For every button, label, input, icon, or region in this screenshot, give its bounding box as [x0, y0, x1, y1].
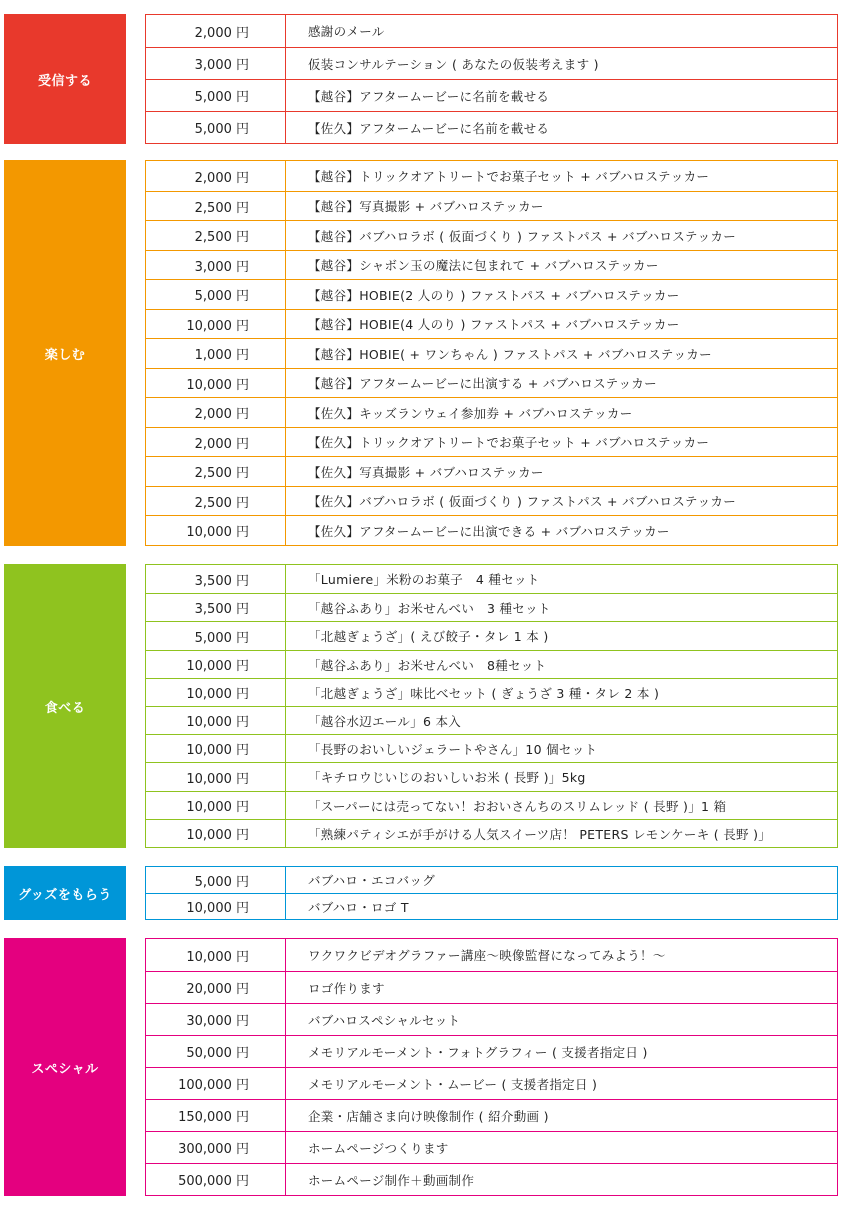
reward-description: 【佐久】トリックオアトリートでお菓子セット + バブハロステッカー: [308, 435, 710, 450]
reward-price: 10,000 円: [146, 310, 286, 338]
reward-price: 2,500 円: [146, 221, 286, 250]
table-row: [146, 650, 837, 678]
reward-price: 3,500 円: [146, 594, 286, 621]
table-row: [146, 515, 837, 545]
reward-price: 10,000 円: [146, 707, 286, 734]
reward-price: 10,000 円: [146, 679, 286, 706]
table-row: [146, 220, 837, 250]
reward-description: メモリアルモーメント・ムービー ( 支援者指定日 ): [308, 1076, 598, 1092]
reward-description: 「キチロウじいじのおいしいお米 ( 長野 )」5kg: [308, 770, 586, 785]
table-row: [146, 939, 837, 971]
reward-price: 300,000 円: [146, 1132, 286, 1163]
reward-price: 100,000 円: [146, 1068, 286, 1099]
reward-price: 10,000 円: [146, 792, 286, 819]
table-row: [146, 1067, 837, 1099]
reward-description: 【越谷】HOBIE( + ワンちゃん ) ファストパス + バブハロステッカー: [308, 346, 712, 362]
table-row: [146, 15, 837, 47]
table-row: [146, 1099, 837, 1131]
reward-description: 【越谷】HOBIE(2 人のり ) ファストパス + バブハロステッカー: [308, 287, 680, 303]
reward-description: 「熟練パティシエが手がける人気スイーツ店！ PETERS レモンケーキ ( 長野 )」: [308, 826, 772, 842]
table-row: [146, 762, 837, 791]
section-label-special: スペシャル: [4, 938, 126, 1196]
reward-price: 1,000 円: [146, 339, 286, 368]
table-row: [146, 734, 837, 762]
reward-price: 50,000 円: [146, 1036, 286, 1067]
table-row: [146, 565, 837, 593]
reward-table-receive: [145, 14, 838, 144]
reward-price: 2,000 円: [146, 161, 286, 191]
reward-description: 【越谷】アフタームービーに名前を載せる: [308, 88, 550, 104]
table-row: [146, 819, 837, 847]
table-row: [146, 1035, 837, 1067]
reward-description: 【越谷】HOBIE(4 人のり ) ファストパス + バブハロステッカー: [308, 317, 680, 332]
reward-price: 5,000 円: [146, 280, 286, 309]
table-row: [146, 397, 837, 427]
reward-price: 500,000 円: [146, 1164, 286, 1195]
reward-description: 【佐久】アフタームービーに出演できる + バブハロステッカー: [308, 523, 670, 539]
table-row: [146, 1003, 837, 1035]
table-row: [146, 79, 837, 111]
reward-description: 【佐久】キッズランウェイ参加券 + バブハロステッカー: [308, 405, 633, 421]
reward-description: 仮装コンサルテーション ( あなたの仮装考えます ): [308, 56, 599, 72]
table-row: [146, 456, 837, 486]
reward-price: 2,500 円: [146, 192, 286, 220]
reward-price: 2,000 円: [146, 15, 286, 47]
reward-price: 5,000 円: [146, 622, 286, 650]
table-row: [146, 47, 837, 79]
section-receive: [4, 14, 838, 144]
reward-price: 30,000 円: [146, 1004, 286, 1035]
reward-table-eat: [145, 564, 838, 848]
reward-price: 10,000 円: [146, 763, 286, 791]
reward-price: 10,000 円: [146, 651, 286, 678]
table-row: [146, 368, 837, 397]
reward-description: ワクワクビデオグラファー講座～映像監督になってみよう！～: [308, 948, 666, 963]
reward-table-enjoy: [145, 160, 838, 546]
reward-description: 「北越ぎょうざ」味比べセット ( ぎょうざ 3 種・タレ 2 本 ): [308, 685, 660, 701]
reward-description: 【越谷】バブハロラボ ( 仮面づくり ) ファストパス + バブハロステッカー: [308, 228, 737, 244]
reward-price: 3,000 円: [146, 251, 286, 279]
table-row: [146, 338, 837, 368]
reward-price: 2,500 円: [146, 457, 286, 486]
section-goods: [4, 866, 838, 920]
table-row: [146, 867, 837, 893]
table-row: [146, 791, 837, 819]
reward-table-goods: [145, 866, 838, 920]
section-eat: [4, 564, 838, 848]
reward-price: 2,000 円: [146, 398, 286, 427]
reward-description: バブハロスペシャルセット: [308, 1012, 461, 1028]
section-label-enjoy: 楽しむ: [4, 160, 126, 546]
reward-description: 「越谷水辺エール」6 本入: [308, 713, 462, 729]
reward-description: ホームページつくります: [308, 1140, 449, 1156]
reward-price: 5,000 円: [146, 867, 286, 893]
reward-description: 「長野のおいしいジェラートやさん」10 個セット: [308, 741, 598, 757]
reward-price: 5,000 円: [146, 112, 286, 143]
reward-price: 20,000 円: [146, 972, 286, 1003]
reward-price: 10,000 円: [146, 939, 286, 971]
reward-description: ホームページ制作＋動画制作: [308, 1172, 475, 1188]
table-row: [146, 309, 837, 338]
reward-description: 「北越ぎょうざ」( えび餃子・タレ 1 本 ): [308, 629, 549, 644]
reward-description: 【佐久】バブハロラボ ( 仮面づくり ) ファストパス + バブハロステッカー: [308, 494, 737, 509]
reward-table-special: [145, 938, 838, 1196]
reward-description: ロゴ作ります: [308, 980, 385, 996]
reward-description: 【越谷】写真撮影 + バブハロステッカー: [308, 199, 544, 214]
table-row: [146, 279, 837, 309]
table-row: [146, 678, 837, 706]
reward-price: 5,000 円: [146, 80, 286, 111]
table-row: [146, 111, 837, 143]
reward-price: 10,000 円: [146, 820, 286, 847]
section-label-eat: 食べる: [4, 564, 126, 848]
reward-description: 【佐久】写真撮影 + バブハロステッカー: [308, 464, 544, 480]
table-row: [146, 191, 837, 220]
table-row: [146, 486, 837, 515]
reward-description: 感謝のメール: [308, 24, 385, 39]
reward-description: 【越谷】アフタームービーに出演する + バブハロステッカー: [308, 376, 657, 391]
table-row: [146, 161, 837, 191]
section-special: [4, 938, 838, 1196]
section-label-receive: 受信する: [4, 14, 126, 144]
reward-price: 2,000 円: [146, 428, 286, 456]
table-row: [146, 621, 837, 650]
reward-description: 【佐久】アフタームービーに名前を載せる: [308, 120, 550, 136]
reward-description: 企業・店舗さま向け映像制作 ( 紹介動画 ): [308, 1108, 549, 1124]
reward-price: 3,500 円: [146, 565, 286, 593]
table-row: [146, 593, 837, 621]
reward-description: 「Lumiere」米粉のお菓子 4 種セット: [308, 572, 540, 587]
section-enjoy: [4, 160, 838, 546]
table-row: [146, 427, 837, 456]
table-row: [146, 1131, 837, 1163]
reward-price: 150,000 円: [146, 1100, 286, 1131]
table-row: [146, 250, 837, 279]
table-row: [146, 706, 837, 734]
reward-description: メモリアルモーメント・フォトグラフィー ( 支援者指定日 ): [308, 1044, 648, 1060]
reward-description: 「越谷ふあり」お米せんべい 3 種セット: [308, 600, 551, 616]
reward-price: 3,000 円: [146, 48, 286, 79]
reward-description: バブハロ・エコバッグ: [308, 873, 436, 888]
reward-price: 2,500 円: [146, 487, 286, 515]
table-row: [146, 971, 837, 1003]
reward-description: 「スーパーには売ってない！おおいさんちのスリムレッド ( 長野 )」1 箱: [308, 798, 727, 814]
table-row: [146, 893, 837, 919]
reward-price: 10,000 円: [146, 735, 286, 762]
reward-price: 10,000 円: [146, 894, 286, 919]
reward-description: 「越谷ふあり」お米せんべい 8種セット: [308, 657, 547, 673]
table-row: [146, 1163, 837, 1195]
reward-description: 【越谷】トリックオアトリートでお菓子セット + バブハロステッカー: [308, 169, 710, 184]
reward-price: 10,000 円: [146, 516, 286, 545]
reward-description: 【越谷】シャボン玉の魔法に包まれて + バブハロステッカー: [308, 258, 659, 273]
reward-price: 10,000 円: [146, 369, 286, 397]
reward-description: バブハロ・ロゴ T: [308, 899, 409, 915]
section-label-goods: グッズをもらう: [4, 866, 126, 920]
